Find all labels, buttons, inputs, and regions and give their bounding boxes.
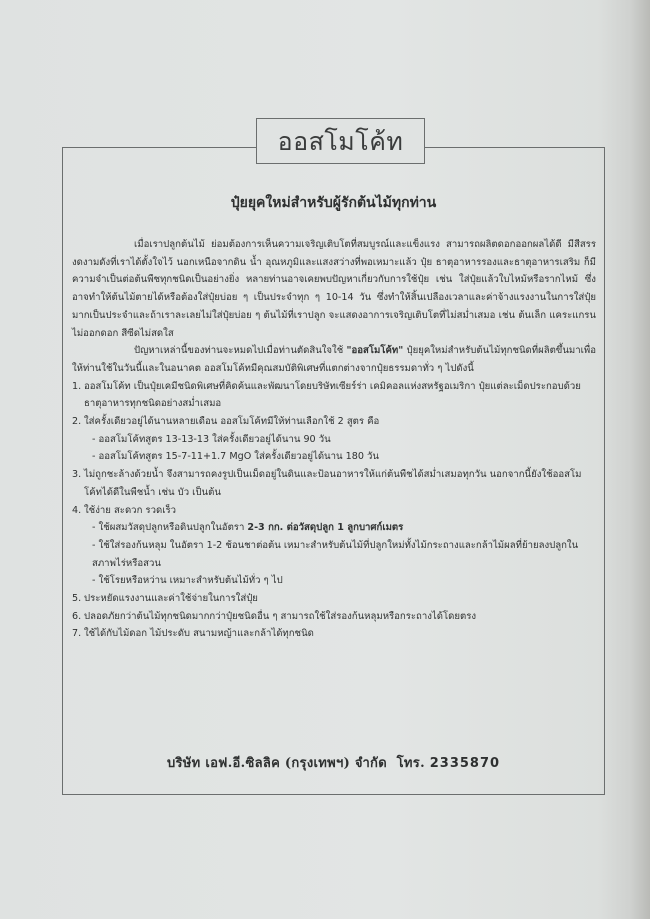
company-footer <box>62 752 605 773</box>
list-number: 1. <box>72 380 82 392</box>
list-item-3 <box>72 466 596 501</box>
list-text: ประหยัดแรงงานและค่าใช้จ่ายในการใส่ปุ๋ย <box>84 593 258 605</box>
sub-item-mix-text: - ใช้ผสมวัสดุปลูกหรือดินปลูกในอัตรา <box>92 522 248 534</box>
list-number: 5. <box>72 593 82 605</box>
phone-number: 2335870 <box>429 756 501 771</box>
list-text: ใช้ได้กับไม้ดอก ไม้ประดับ สนามหญ้าและกล้าได้ทุกชนิด <box>84 628 314 640</box>
title-box <box>256 118 425 164</box>
company-name: บริษัท เอฟ.อี.ซิลลิค (กรุงเทพฯ) จำกัด <box>166 756 387 771</box>
list-text: ปลอดภัยกว่าต้นไม้ทุกชนิดมากกว่าปุ๋ยชนิดอื่น ๆ สามารถใช้ใส่รองก้นหลุมหรือกระถางได้โดยตรง <box>84 610 477 622</box>
sub-item-sprinkle: - ใช้โรยหรือหว่าน เหมาะสำหรับต้นไม้ทั่ว ๆ ไป <box>92 575 283 587</box>
second-paragraph-before: ปัญหาเหล่านี้ของท่านจะหมดไปเมื่อท่านตัดสินใจใช้ <box>134 345 347 357</box>
list-text: ใช้ง่าย สะดวก รวดเร็ว <box>84 504 177 516</box>
sub-item-mix <box>84 519 596 537</box>
page-title: ออสโมโค้ท <box>277 126 404 156</box>
body-text <box>72 236 596 643</box>
list-item-5 <box>72 590 596 608</box>
intro-paragraph: เมื่อเราปลูกต้นไม้ ย่อมต้องการเห็นความเจริญเติบโตที่สมบูรณ์และแข็งแรง สามารถผลิตดอกออกผลได้ดี มีสีสรรงดงามดังที่เราได้ตั้งใจไว้ นอกเหนือจากดิน น้ำ อุณหภูมิและแสงสว่างที่พอเหมาะแล้ว ปุ๋ย ธาตุอาหารรองและธาตุอาหารเสริม ก็มีความจำเป็นต่อต้นพืชทุกชนิดเป็นอย่างยิ่ง หลายท่านอาจเคยพบปัญหาเกี่ยวกับการใช้ปุ๋ย เช่น ใส่ปุ๋ยแล้วใบไหม้หรือรากไหม้ ซึ่งอาจทำให้ต้นไม้ตายได้หรือต้องใส่ปุ๋ยบ่อย ๆ เป็นประจำทุก ๆ 10-14 วัน ซึ่งทำให้สิ้นเปลืองเวลาและค่าจ้างแรงงานในการใส่ปุ๋ยมากเป็นประจำและถ้าเราละเลยไม่ใส่ปุ๋ยบ่อย ๆ ต้นไม้ที่เราปลูก จะแสดงอาการเจริญเติบโตที่ไม่สม่ำเสมอ เช่น ต้นเล็ก แคระแกรน ไม่ออกดอก สีซีดไม่สดใส <box>72 239 596 339</box>
phone-label: โทร. <box>396 756 425 771</box>
second-paragraph-after: ปุ๋ยยุคใหม่สำหรับต้นไม้ทุกชนิดที่ผลิตขึ้นมาเพื่อให้ท่านใช้ในวันนี้และในอนาคต ออสโมโค้ทมีคุณสมบัติพิเศษที่แตกต่างจากปุ๋ยธรรมดาทั่ว ๆ ไปดังนี้ <box>72 345 596 374</box>
product-highlight: "ออสโมโค้ท" <box>346 345 404 357</box>
sub-item-mix-rate: 2-3 กก. ต่อวัสดุปลูก 1 ลูกบาศก์เมตร <box>247 522 404 534</box>
second-paragraph <box>72 342 596 377</box>
list-item-7 <box>72 625 596 643</box>
list-item-4 <box>72 502 596 591</box>
list-number: 4. <box>72 504 82 516</box>
list-item-1 <box>72 378 596 413</box>
list-number: 2. <box>72 416 82 428</box>
list-text: ใส่ครั้งเดียวอยู่ได้นานหลายเดือน ออสโมโค้ทมีให้ท่านเลือกใช้ 2 สูตร คือ <box>84 416 380 428</box>
list-item-6 <box>72 608 596 626</box>
list-text: ไม่ถูกชะล้างด้วยน้ำ จึงสามารถคงรูปเป็นเม็ดอยู่ในดินและป้อนอาหารให้แก่ต้นพืชได้สม่ำเสมอทุกวัน นอกจากนี้ยังใช้ออสโมโค้ทได้ดีในพืชน้ำ เช่น บัว เป็นต้น <box>84 469 582 498</box>
sub-item-base: - ใช้ใส่รองก้นหลุม ในอัตรา 1-2 ช้อนชาต่อต้น เหมาะสำหรับต้นไม้ที่ปลูกใหม่ทั้งไม้กระถางและกล้าไม้ผลที่ย้ายลงปลูกในสภาพไร่หรือสวน <box>92 539 579 569</box>
sub-item-formula-15: - ออสโมโค้ทสูตร 15-7-11+1.7 MgO ใส่ครั้งเดียวอยู่ได้นาน 180 วัน <box>92 451 379 463</box>
list-text: ออสโมโค้ท เป็นปุ๋ยเคมีชนิดพิเศษที่คิดค้นและพัฒนาโดยบริษัทเซียร์ร่า เคมิคอลแห่งสหรัฐอเมริกา ปุ๋ยแต่ละเม็ดประกอบด้วยธาตุอาหารทุกชนิดอย่างสม่ำเสมอ <box>84 380 581 410</box>
list-item-2 <box>72 413 596 466</box>
feature-list <box>72 378 596 644</box>
list-number: 7. <box>72 628 82 640</box>
list-number: 3. <box>72 469 82 481</box>
subtitle: ปุ๋ยยุคใหม่สำหรับผู้รักต้นไม้ทุกท่าน <box>230 195 437 211</box>
sub-item-formula-13: - ออสโมโค้ทสูตร 13-13-13 ใส่ครั้งเดียวอยู่ได้นาน 90 วัน <box>92 433 331 445</box>
list-number: 6. <box>72 610 82 622</box>
